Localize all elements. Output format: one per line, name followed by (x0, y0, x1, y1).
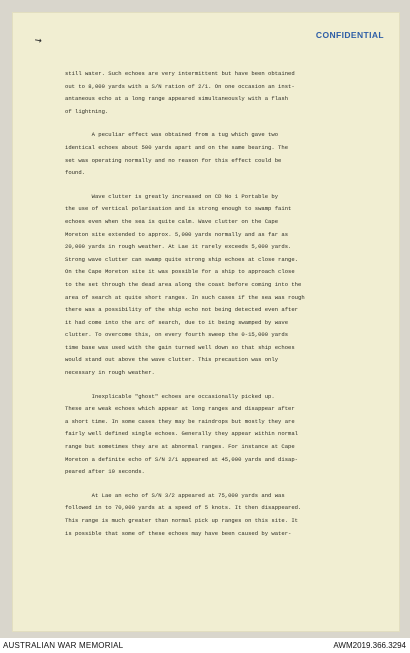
text-line: echoes even when the sea is quite calm. Wave clutter on the Cape (65, 217, 279, 225)
record-id: AWM2019.366.3294 (333, 641, 406, 650)
document-page (12, 12, 400, 632)
text-line: followed in to 70,000 yards at a speed of 5 knots. It then disappeared. (65, 504, 302, 512)
paragraph-gap (65, 180, 389, 191)
text-line: A peculiar effect was obtained from a tug which gave two (65, 131, 279, 139)
text-line: necessary in rough weather. (65, 369, 155, 377)
text-line: a short time. In some cases they may be raindrops but mostly they are (65, 417, 295, 425)
paragraph (65, 391, 389, 479)
text-line: peared after 10 seconds. (65, 468, 145, 476)
institution-name: AUSTRALIAN WAR MEMORIAL (3, 641, 124, 650)
paragraph (65, 191, 389, 380)
paragraph (65, 68, 389, 118)
text-line: found. (65, 169, 85, 177)
paragraph (65, 490, 389, 540)
text-line: range but sometimes they are at abnormal ranges. For instance at Cape (65, 443, 295, 451)
text-line: Moreton site extended to approx. 5,000 yards normally and as far as (65, 230, 289, 238)
text-line: set was operating normally and no reason for this effect could be (65, 156, 282, 164)
paragraph-gap (65, 479, 389, 490)
text-line: out to 8,000 yards with a S/N ration of 2/1. On one occasion an inst- (65, 82, 295, 90)
pencil-mark: ↘ (30, 32, 45, 48)
text-line: This range is much greater than normal pick up ranges on this site. It (65, 517, 299, 524)
text-line: antaneous echo at a long range appeared simultaneously with a flash (65, 95, 289, 103)
text-line: would stand out above the wave clutter. This precaution was only (65, 356, 279, 364)
confidential-stamp: CONFIDENTIAL (315, 30, 384, 40)
paragraph (65, 129, 389, 179)
text-line: time base was used with the gain turned well down so that ship echoes (65, 343, 295, 351)
text-line: Wave clutter is greatly increased on CD No 1 Portable by (65, 192, 279, 200)
document-body (65, 68, 389, 540)
text-line: Strong wave clutter can swamp quite strong ship echoes at close range. (65, 255, 299, 263)
text-line: clutter. To overcome this, on every fourth sweep the 0-15,000 yards (65, 331, 289, 339)
paragraph-gap (65, 380, 389, 391)
text-line: there was a possibility of the ship echo not being detected even after (65, 306, 299, 314)
text-line: fairly well defined single echoes. Generally they appear within normal (65, 430, 299, 438)
text-line: of lightning. (65, 107, 109, 115)
paragraph-gap (65, 118, 389, 129)
text-line: These are weak echoes which appear at long ranges and disappear after (65, 405, 295, 413)
text-line: Inexplicable "ghost" echoes are occasionally picked up. (65, 392, 275, 400)
text-line: it had come into the arc of search, due to it being swamped by wave (65, 318, 289, 326)
text-line: to the set through the dead area along the coast before coming into the (65, 280, 302, 288)
text-line: the use of vertical polarisation and is strong enough to swamp faint (65, 205, 292, 213)
text-line: identical echoes about 500 yards apart and on the same bearing. The (65, 143, 289, 151)
text-line: On the Cape Moreton site it was possible for a ship to approach close (65, 268, 295, 276)
text-line: still water. Such echoes are very intermittent but have been obtained (65, 70, 295, 77)
text-line: Moreton a definite echo of S/N 2/1 appeared at 45,000 yards and disap- (65, 455, 299, 463)
archive-footer (0, 638, 410, 653)
text-line: At Lae an echo of S/N 3/2 appeared at 75,000 yards and was (65, 491, 285, 499)
text-line: 20,000 yards in rough weather. At Lae it rarely exceeds 5,000 yards. (65, 243, 292, 251)
text-line: is possible that some of these echoes may have been caused by water- (65, 529, 292, 537)
text-line: area of search at quite short ranges. In such cases if the sea was rough (65, 293, 305, 301)
